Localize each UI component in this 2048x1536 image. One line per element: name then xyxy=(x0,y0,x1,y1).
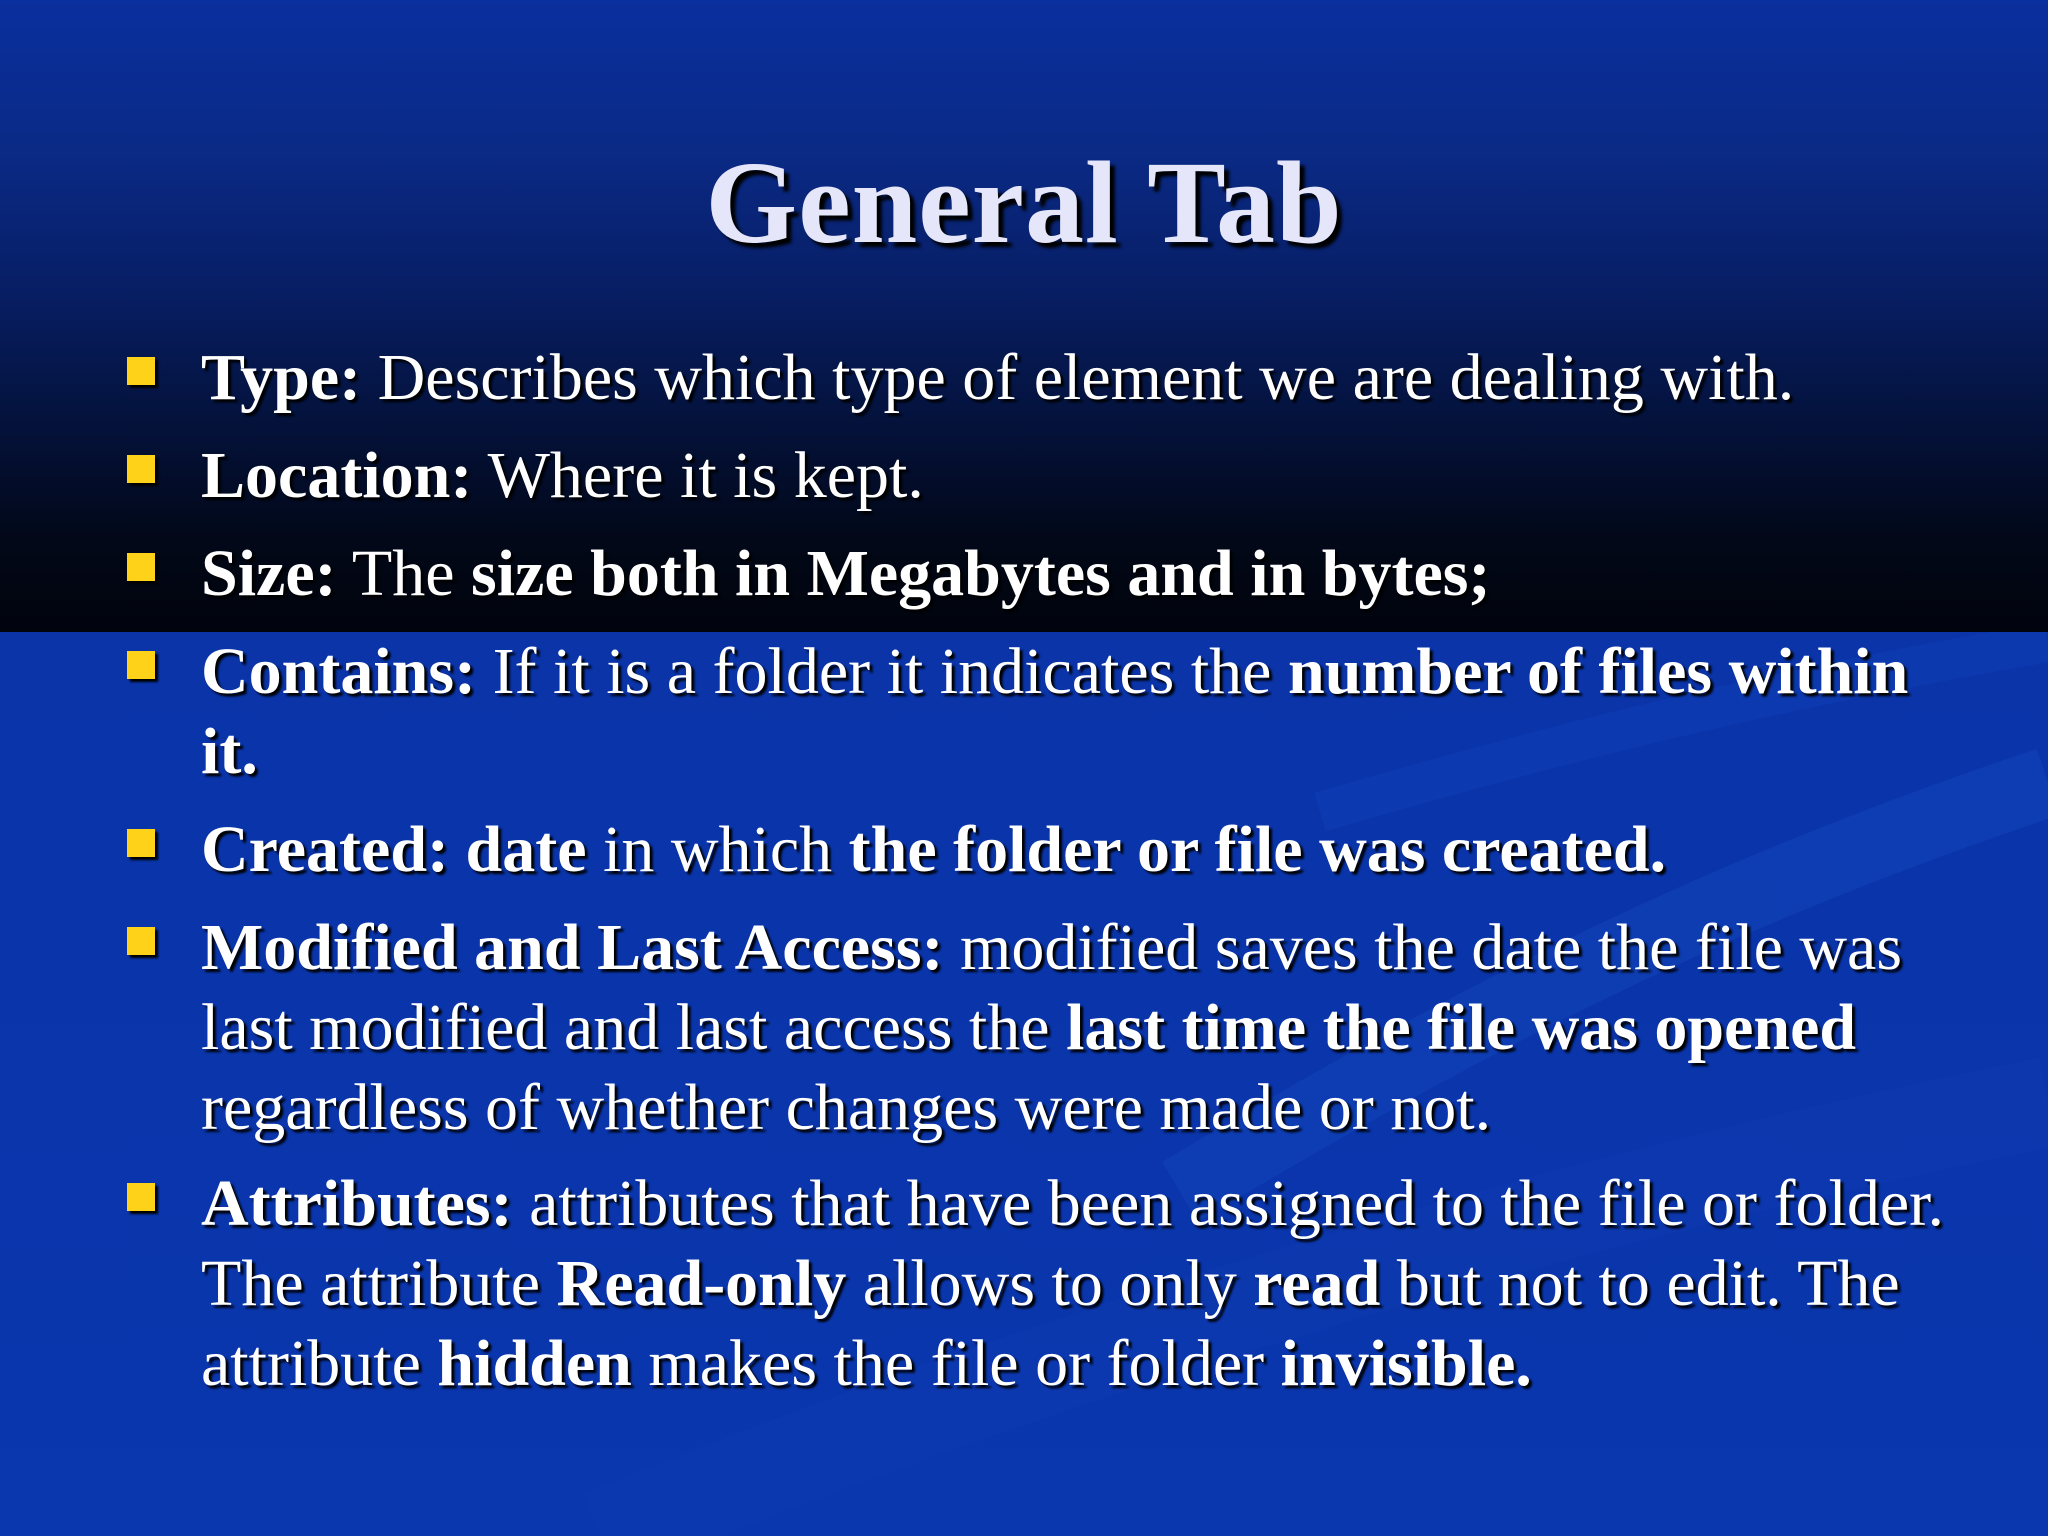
bullet-label: Size: xyxy=(201,537,337,610)
bullet-segment: makes the file or folder xyxy=(631,1327,1281,1400)
bullet-segment: in which xyxy=(586,813,849,886)
bullet-label: Modified and Last Access: xyxy=(201,911,944,984)
bullet-segment-bold: last time the file was opened xyxy=(1066,991,1857,1064)
bullet-segment: but not to edit. The attribute xyxy=(201,1247,1900,1400)
bullet-segment-bold: date xyxy=(449,813,587,886)
bullet-segment-bold: number of files within it. xyxy=(201,635,1909,788)
bullet-segment-bold: size both in Megabytes and in bytes; xyxy=(471,537,1491,610)
bullet-label: Contains: xyxy=(201,635,477,708)
bullet-segment: Where it is kept. xyxy=(472,439,924,512)
bullet-label: Location: xyxy=(201,439,473,512)
square-bullet-icon xyxy=(127,357,155,385)
bullet-label: Type: xyxy=(201,341,362,414)
bullet-text xyxy=(201,1164,1946,1404)
bullet-segment: modified saves the date the file was last modified and last access the xyxy=(201,911,1903,1064)
bullet-segment: If it is a folder it indicates the xyxy=(476,635,1288,708)
bullet-segment: allows to only xyxy=(846,1247,1254,1320)
square-bullet-icon xyxy=(127,1183,155,1211)
bullet-segment-bold: hidden xyxy=(437,1327,632,1400)
square-bullet-icon xyxy=(127,455,155,483)
bullet-segment-bold: the folder or file was created. xyxy=(848,813,1667,886)
bullet-segment: regardless of whether changes were made or not. xyxy=(201,1071,1492,1144)
bullet-segment-bold: read xyxy=(1253,1247,1381,1320)
bullet-segment: The xyxy=(336,537,472,610)
bullet-text xyxy=(201,810,1946,890)
bullet-segment-bold: Read-only xyxy=(556,1247,847,1320)
bullet-text xyxy=(201,338,1946,418)
square-bullet-icon xyxy=(127,553,155,581)
square-bullet-icon xyxy=(127,927,155,955)
bullet-text xyxy=(201,908,1946,1148)
bullet-segment: Describes which type of element we are dealing with. xyxy=(361,341,1795,414)
slide-title: General Tab xyxy=(705,137,1343,268)
bullet-text xyxy=(201,436,1946,516)
bullet-segment-bold: invisible. xyxy=(1280,1327,1532,1400)
bullet-label: Created: xyxy=(201,813,450,886)
bullet-text xyxy=(201,534,1946,614)
bullet-text xyxy=(201,632,1946,792)
square-bullet-icon xyxy=(127,651,155,679)
square-bullet-icon xyxy=(127,829,155,857)
bullet-label: Attributes: xyxy=(201,1167,513,1240)
bullet-segment: attributes that have been assigned to the file or folder. The attribute xyxy=(201,1167,1944,1320)
